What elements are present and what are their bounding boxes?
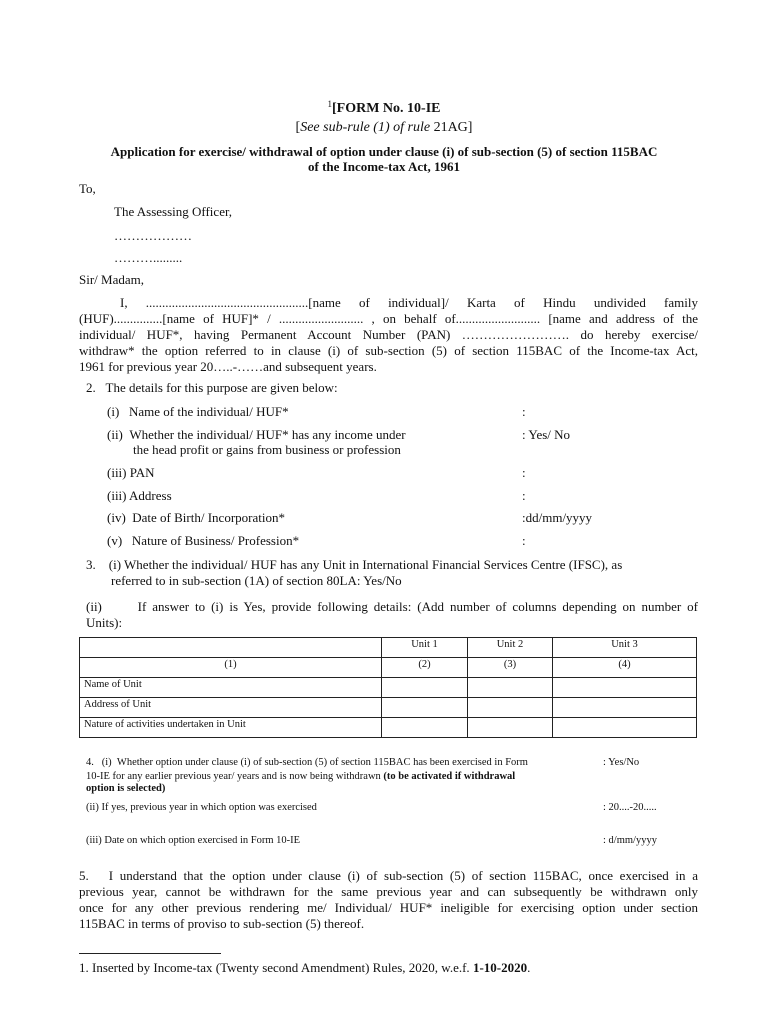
table-cell-input[interactable] (553, 698, 697, 718)
table-number-cell: (3) (468, 658, 553, 678)
footnote: 1. Inserted by Income-tax (Twenty second Amendment) Rules, 2020, w.e.f. 1-10-2020. (79, 960, 531, 975)
undertaking-line-1: 5. I understand that the option under clause (i) of sub-section (5) of section 115BAC, once exercised in a (79, 868, 698, 883)
rule-reference-italic: See sub-rule (1) of rule (300, 120, 431, 135)
address-dots-2: ………......... (114, 250, 183, 265)
exercise-date-field[interactable]: : d/mm/yyyy (603, 835, 657, 846)
assessing-officer: The Assessing Officer, (114, 204, 233, 219)
table-number-cell: (4) (553, 658, 697, 678)
declaration-line-4: withdraw* the option referred to in clause (i) of sub-section (5) of section 115BAC of the Income-tax Act, (79, 343, 698, 358)
rule-reference-number: 21AG (433, 120, 468, 135)
undertaking-line-4: 115BAC in terms of proviso to sub-section (5) thereof. (79, 916, 365, 931)
table-cell-input[interactable] (468, 718, 553, 738)
undertaking-line-3: once for any other previous rendering me/ Individual/ HUF* ineligible for exercising option under section (79, 900, 698, 915)
detail-name-field[interactable]: : (522, 404, 526, 419)
withdrawal-question-line-1: 4. (i) Whether option under clause (i) of sub-section (5) of section 115BAC has been exercised in Form (86, 757, 528, 768)
exercise-date-label: (iii) Date on which option exercised in Form 10-IE (86, 835, 301, 846)
detail-address-field[interactable]: : (522, 488, 526, 503)
ifsc-question-line-1: 3. (i) Whether the individual/ HUF has any Unit in International Financial Services Centre (IFSC), as (86, 557, 623, 572)
table-header-unit-3: Unit 3 (553, 638, 697, 658)
detail-pan-label: (iii) PAN (107, 465, 155, 480)
detail-dob-field[interactable]: :dd/mm/yyyy (522, 510, 593, 525)
table-row (80, 718, 697, 738)
table-cell-input[interactable] (553, 718, 697, 738)
form-number-text: [FORM No. 10-IE (332, 101, 441, 116)
declaration-line-1: I, ..................................................[name of individual]/ Karta of Hindu undivided family (120, 295, 698, 310)
ifsc-details-line-2: Units): (86, 615, 123, 630)
table-cell-input[interactable] (382, 718, 468, 738)
footnote-marker: 1 (327, 99, 332, 109)
table-cell-input[interactable] (468, 698, 553, 718)
table-number-cell: (1) (80, 658, 382, 678)
detail-nature-field[interactable]: : (522, 533, 526, 548)
table-number-cell: (2) (382, 658, 468, 678)
detail-income-label: (ii) Whether the individual/ HUF* has any income under (107, 427, 406, 442)
table-cell-input[interactable] (468, 678, 553, 698)
table-number-row (80, 658, 697, 678)
detail-dob-label: (iv) Date of Birth/ Incorporation* (107, 510, 285, 525)
table-cell-input[interactable] (553, 678, 697, 698)
form-title-line-2: of the Income-tax Act, 1961 (308, 159, 460, 174)
details-intro: 2. The details for this purpose are given below: (86, 380, 338, 395)
table-row-label: Address of Unit (80, 698, 382, 718)
form-title-line-1: Application for exercise/ withdrawal of option under clause (i) of sub-section (5) of section 115BAC (110, 144, 658, 159)
undertaking-line-2: previous year, cannot be withdrawn for the same previous year and can subsequently be withdrawn only (79, 884, 698, 899)
table-cell-input[interactable] (382, 698, 468, 718)
declaration-line-5: 1961 for previous year 20…..-……and subsequent years. (79, 359, 377, 374)
declaration-line-2: (HUF)...............[name of HUF]* / .......................... , on behalf of.......................... [name and address of the (79, 311, 698, 326)
table-header-unit-2: Unit 2 (468, 638, 553, 658)
previous-year-field[interactable]: : 20....-20..... (603, 802, 657, 813)
table-row-label: Name of Unit (80, 678, 382, 698)
units-table (79, 637, 697, 738)
salutation: Sir/ Madam, (79, 272, 144, 287)
address-dots-1: ……………… (114, 228, 192, 243)
withdrawal-question-field[interactable]: : Yes/No (603, 757, 640, 768)
withdrawal-question-line-2: 10-IE for any earlier previous year/ years and is now being withdrawn (to be activated if withdrawal (86, 771, 516, 782)
table-row-label: Nature of activities undertaken in Unit (80, 718, 382, 738)
table-row (80, 698, 697, 718)
table-cell-input[interactable] (382, 678, 468, 698)
ifsc-question-line-2: referred to in sub-section (1A) of section 80LA: Yes/No (111, 573, 402, 588)
table-row (80, 678, 697, 698)
rule-reference: [See sub-rule (1) of rule 21AG] (295, 120, 473, 135)
table-header-cell (80, 638, 382, 658)
detail-name-label: (i) Name of the individual/ HUF* (107, 404, 289, 419)
withdrawal-question-line-3: option is selected) (86, 783, 166, 794)
ifsc-details-line-1: (ii) If answer to (i) is Yes, provide following details: (Add number of columns depending on number of (86, 599, 698, 614)
table-header-unit-1: Unit 1 (382, 638, 468, 658)
detail-income-label-2: the head profit or gains from business or profession (133, 442, 401, 457)
detail-nature-label: (v) Nature of Business/ Profession* (107, 533, 300, 548)
detail-income-field[interactable]: : Yes/ No (522, 427, 571, 442)
form-number (0, 99, 768, 117)
detail-pan-field[interactable]: : (522, 465, 526, 480)
declaration-line-3: individual/ HUF*, having Permanent Account Number (PAN) ……………………. do hereby exercise/ (79, 327, 698, 342)
to-label: To, (79, 181, 96, 196)
detail-address-label: (iii) Address (107, 488, 172, 503)
footnote-separator (79, 953, 221, 954)
previous-year-label: (ii) If yes, previous year in which option was exercised (86, 802, 317, 813)
table-header-row (80, 638, 697, 658)
